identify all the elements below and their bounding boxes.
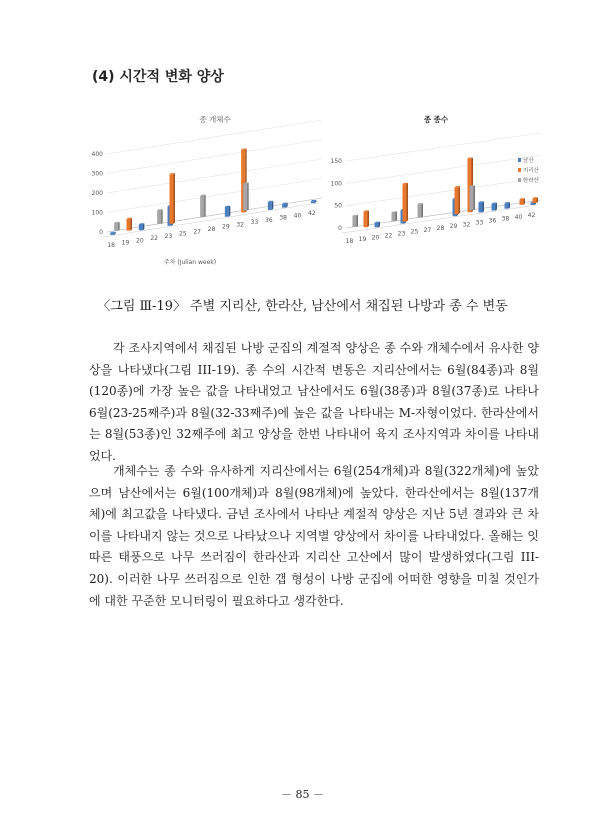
x-tick-label: 25 xyxy=(410,228,419,236)
bar-남산 xyxy=(531,203,535,205)
x-tick-label: 25 xyxy=(179,230,187,238)
bar-한라산 xyxy=(114,223,118,231)
bar-남산 xyxy=(492,204,496,211)
legend-label: 한라산 xyxy=(523,178,539,184)
bar-한라산 xyxy=(418,204,422,217)
bar-지리산 xyxy=(520,199,524,204)
x-tick-label: 29 xyxy=(222,223,230,231)
bar-side xyxy=(396,211,398,221)
legend-swatch xyxy=(518,168,521,172)
section-title: (4) 시간적 변화 양상 xyxy=(92,69,224,85)
x-tick-label: 40 xyxy=(514,213,523,221)
bar-side xyxy=(496,203,498,211)
x-tick-label: 23 xyxy=(164,232,173,240)
bar-지리산 xyxy=(127,219,131,231)
figure-caption: 〈그림 Ⅲ-19〉 주별 지리산, 한라산, 남산에서 채집된 나방과 종 수 변동 xyxy=(97,299,508,314)
x-tick-label: 33 xyxy=(475,219,484,227)
bar-한라산 xyxy=(353,216,357,227)
y-tick-label: 0 xyxy=(99,229,103,236)
bar-한라산 xyxy=(470,187,474,211)
x-tick-label: 40 xyxy=(293,212,302,220)
bar-side xyxy=(459,186,461,214)
y-tick-label: 150 xyxy=(330,158,342,165)
x-tick-label: 23 xyxy=(397,230,406,238)
bar-남산 xyxy=(311,201,315,203)
page-number: － 85 － xyxy=(281,788,324,801)
gridline xyxy=(107,140,322,174)
bar-side xyxy=(422,203,424,218)
bar-남산 xyxy=(479,203,483,213)
x-tick-label: 18 xyxy=(107,241,115,249)
bar-side xyxy=(161,209,163,224)
x-axis-label: 주차 (Julian week) xyxy=(163,259,217,266)
bar-한라산 xyxy=(243,184,247,211)
bar-side xyxy=(474,185,476,210)
bar-side xyxy=(407,183,409,222)
bar-side xyxy=(204,195,206,218)
bar-side xyxy=(229,206,231,217)
bar-지리산 xyxy=(533,198,537,202)
bar-남산 xyxy=(375,223,379,227)
y-tick-label: 200 xyxy=(91,190,103,197)
x-tick-label: 28 xyxy=(207,226,216,233)
bar-한라산 xyxy=(157,210,161,224)
x-tick-label: 32 xyxy=(236,221,244,229)
paragraph-2-text: 개체수는 종 수와 유사하게 지리산에서는 6월(254개체)과 8월(322개체)에 높았으며 남산에서는 6월(100개체)과 8월(98개체)에 높았다. 한라산에서는 8월(137개체)에 최고값을 나타냈다. 금년 조사에서 나타난 계절적 양상은 지난 5년 결과와 큰 차이를 나타내지 않는 것으로 나타났으나 지역별 양상에서 차이를 나타내었다. 올해는 잇따른 태풍으로 나무 쓰러짐이 한라산과 지리산 고산에서 많이 발생하였다(그림 III-20). 이러한 나무 쓰러짐으로 인한 갭 형성이 나방 군집에 어떠한 영향을 미칠 것인가에 대한 꾸준한 모니터링이 필요하다고 생각한다. xyxy=(89,464,539,608)
bar-side xyxy=(368,210,370,227)
x-tick-label: 19 xyxy=(121,239,130,247)
x-tick-label: 22 xyxy=(384,232,393,240)
bar-남산 xyxy=(505,203,509,208)
x-tick-label: 36 xyxy=(488,217,497,225)
x-tick-label: 18 xyxy=(345,238,354,246)
gridline xyxy=(107,159,322,193)
paragraph-2 xyxy=(89,461,539,612)
bar-side xyxy=(272,201,274,210)
chart-title: 종 종수 xyxy=(423,115,449,124)
x-tick-label: 28 xyxy=(436,225,445,232)
bar-side xyxy=(143,223,145,230)
x-tick-label: 20 xyxy=(371,234,380,242)
x-tick-label: 38 xyxy=(279,214,287,222)
gridline xyxy=(346,178,541,206)
bar-지리산 xyxy=(403,184,407,222)
legend-swatch xyxy=(518,158,521,162)
paragraph-1-text: 각 조사지역에서 채집된 나방 군집의 계절적 양상은 종 수와 개체수에서 유사한 양상을 나타냈다(그림 III-19). 종 수의 시간적 변동은 지리산에서는 6월(84종)과 8월(120종)에 가장 높은 값을 나타내었고 남산에서도 6월(38종)과 8월(37종)로 나타나 6월(23-25째주)과 8월(32-33째주)에 높은 값을 나타내는 M-자형이었다. 한라산에서는 8월(53종)인 32째주에 최고 양상을 한번 나타내어 육지 조사지역과 차이를 나타내었다. xyxy=(89,341,539,463)
y-tick-label: 50 xyxy=(334,202,342,210)
bar-남산 xyxy=(225,207,229,217)
bar-side xyxy=(118,222,120,231)
x-tick-label: 27 xyxy=(193,228,201,236)
bar-지리산 xyxy=(170,174,174,224)
x-tick-label: 38 xyxy=(501,215,510,223)
y-tick-label: 300 xyxy=(91,170,103,178)
x-tick-label: 29 xyxy=(449,223,458,231)
x-tick-label: 36 xyxy=(265,216,273,224)
bar-side xyxy=(131,218,133,231)
bar-한라산 xyxy=(392,213,396,222)
x-tick-label: 20 xyxy=(136,237,144,245)
y-tick-label: 100 xyxy=(91,209,103,217)
bar-남산 xyxy=(268,202,272,210)
x-tick-label: 42 xyxy=(308,210,316,218)
x-tick-label: 19 xyxy=(358,236,367,244)
x-tick-label: 33 xyxy=(250,219,259,227)
bar-지리산 xyxy=(455,187,459,214)
bar-side xyxy=(174,173,176,224)
gridline xyxy=(346,155,541,183)
legend-label: 지리산 xyxy=(523,168,539,174)
x-tick-label: 22 xyxy=(150,235,158,243)
bar-side xyxy=(483,201,485,212)
y-tick-label: 400 xyxy=(91,151,103,158)
legend-label: 남산 xyxy=(523,158,534,164)
gridline xyxy=(346,133,541,161)
x-tick-label: 42 xyxy=(527,211,536,219)
chart-species-svg xyxy=(318,110,548,270)
x-tick-label: 27 xyxy=(423,226,432,234)
x-tick-label: 32 xyxy=(462,221,471,229)
bar-side xyxy=(357,215,359,227)
chart-individuals xyxy=(85,110,325,280)
y-tick-label: 0 xyxy=(338,225,342,232)
paragraph-1 xyxy=(89,338,539,468)
bar-남산 xyxy=(110,233,114,235)
y-tick-label: 100 xyxy=(330,180,342,188)
bar-지리산 xyxy=(364,212,368,228)
chart-individuals-svg xyxy=(85,110,325,280)
chart-species xyxy=(318,110,548,270)
legend-swatch xyxy=(518,178,521,182)
bar-남산 xyxy=(282,204,286,208)
bar-한라산 xyxy=(200,196,204,217)
gridline xyxy=(107,120,322,154)
bar-side xyxy=(247,183,249,211)
chart-title: 종 개체수 xyxy=(199,115,231,124)
bar-남산 xyxy=(139,224,143,230)
